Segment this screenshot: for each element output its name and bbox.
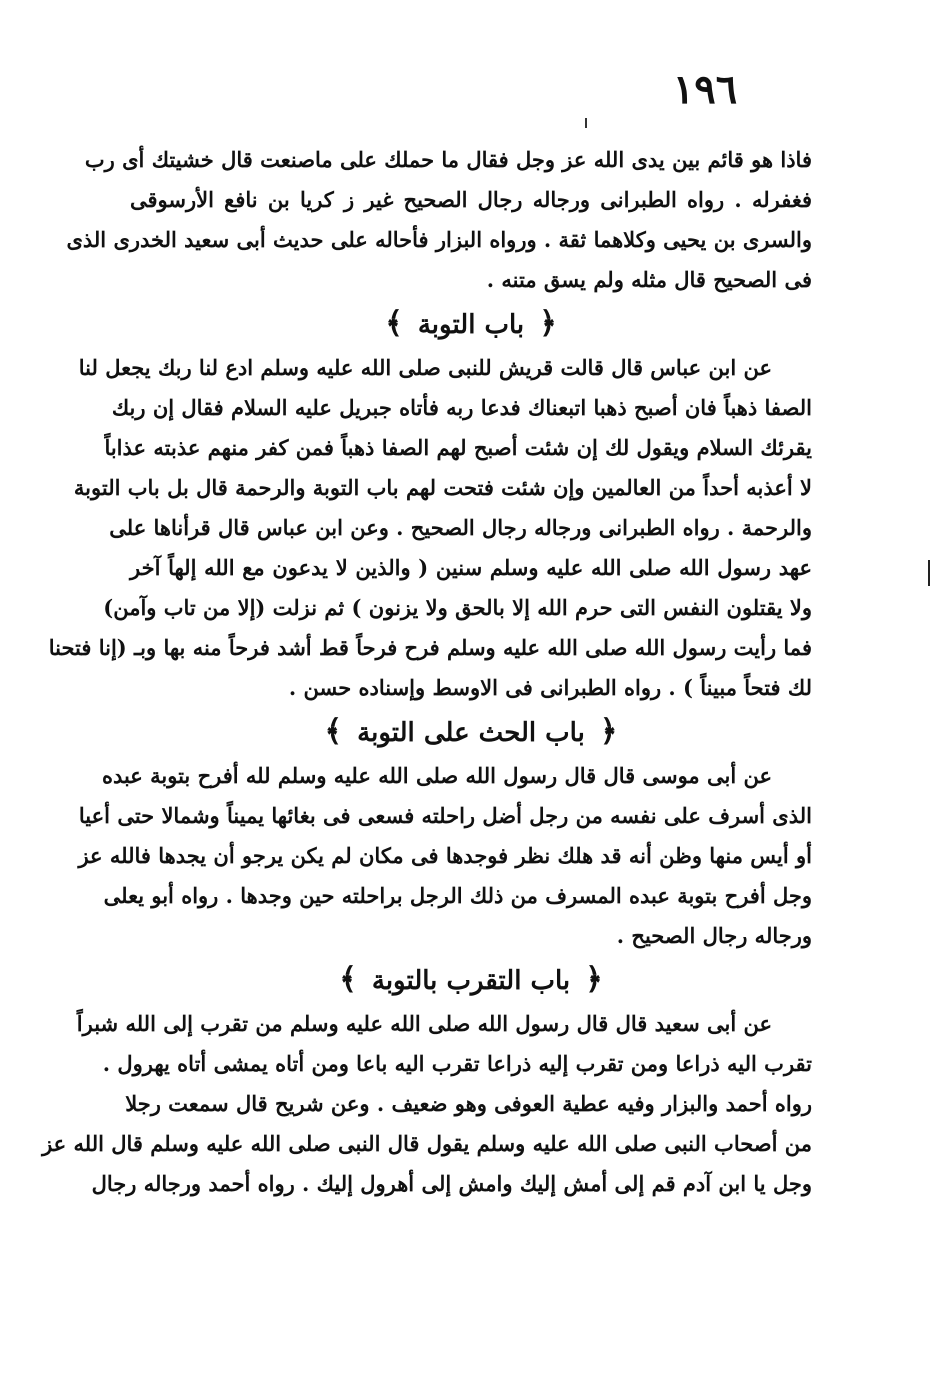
heading-text: باب التوبة xyxy=(417,310,525,340)
ornate-bracket-close: ﴾ xyxy=(339,962,357,997)
heading-text: باب الحث على التوبة xyxy=(357,718,585,748)
text-line: فاذا هو قائم بين يدى الله عز وجل فقال ما حملك على ماصنعت قال خشيتك أى رب xyxy=(84,147,812,172)
text-line: فغفرله . رواه الطبرانى ورجاله رجال الصحيح غير ز كريا بن نافع الأرسوقى xyxy=(130,187,812,212)
section-heading-taqarrub xyxy=(130,956,812,1004)
text-line: فى الصحيح قال مثله ولم يسق متنه . xyxy=(486,267,812,292)
paragraph-tawba xyxy=(48,348,812,708)
text-line: الذى أسرف على نفسه من رجل أضل راحلته فسعى فى بغائها يميناً وشمالا حتى أعيا xyxy=(78,803,812,828)
text-line: وجل يا ابن آدم قم إلى أمش إليك وامش إلى أهرول إليك . رواه أحمد ورجاله رجال xyxy=(91,1171,812,1196)
ornate-bracket-close: ﴾ xyxy=(324,714,343,749)
text-line: ولا يقتلون النفس التى حرم الله إلا بالحق ولا يزنون ) ثم نزلت (إلا من تاب وآمن) xyxy=(103,595,812,620)
ornate-bracket-open: ﴿ xyxy=(539,306,557,341)
tick-mark xyxy=(585,118,587,128)
text-line: لا أعذبه أحداً من العالمين وإن شئت فتحت لهم باب التوبة والرحمة قال بل باب التوبة xyxy=(73,475,812,500)
text-line: رواه أحمد والبزار وفيه عطية العوفى وهو ضعيف . وعن شريح قال سمعت رجلا xyxy=(125,1091,812,1116)
page-number: ١٩٦ xyxy=(672,66,738,113)
paragraph-hath xyxy=(78,756,812,956)
text-line: يقرئك السلام ويقول لك إن شئت أصبح لهم الصفا ذهباً فمن كفر منهم عذبته عذاباً xyxy=(104,435,812,460)
ornate-bracket-open: ﴿ xyxy=(585,962,603,997)
text-line: من أصحاب النبى صلى الله عليه وسلم يقول قال النبى صلى الله عليه وسلم قال الله عز xyxy=(42,1131,812,1156)
text-line: عن ابن عباس قال قالت قريش للنبى صلى الله عليه وسلم ادع لنا ربك يجعل لنا xyxy=(78,355,772,380)
text-line: لك فتحاً مبيناً ) . رواه الطبرانى فى الاوسط وإسناده حسن . xyxy=(288,675,812,700)
margin-mark xyxy=(928,560,930,586)
ornate-bracket-close: ﴾ xyxy=(385,306,403,341)
text-line: وجل أفرح بتوبة عبده المسرف من ذلك الرجل براحلته حين وجدها . رواه أبو يعلى xyxy=(103,883,812,908)
text-line: عهد رسول الله صلى الله عليه وسلم سنين ( والذين لا يدعون مع الله إلهاً آخر xyxy=(130,555,812,580)
section-heading-tawba xyxy=(130,300,812,348)
paragraph-continuation xyxy=(66,140,812,300)
text-line: ورجاله رجال الصحيح . xyxy=(616,923,812,948)
section-heading-hath xyxy=(130,708,812,756)
text-line: تقرب اليه ذراعا ومن تقرب إليه ذراعا تقرب اليه باعا ومن أتاه يمشى أتاه يهرول . xyxy=(102,1051,812,1076)
text-line: عن أبى سعيد قال قال رسول الله صلى الله عليه وسلم من تقرب إلى الله شبراً xyxy=(76,1011,772,1036)
text-column xyxy=(42,140,812,1204)
text-line: والرحمة . رواه الطبرانى ورجاله رجال الصحيح . وعن ابن عباس قال قرأناها على xyxy=(109,515,812,540)
text-line: أو أيس منها وظن أنه قد هلك نظر فوجدها فى مكان لم يكن يرجو أن يجدها فالله عز xyxy=(78,843,812,868)
paragraph-taqarrub xyxy=(42,1004,812,1204)
heading-text: باب التقرب بالتوبة xyxy=(371,966,571,996)
text-line: عن أبى موسى قال قال رسول الله صلى الله عليه وسلم لله أفرح بتوبة عبده xyxy=(101,763,772,788)
text-line: الصفا ذهباً فان أصبح ذهبا اتبعناك فدعا ربه فأتاه جبريل عليه السلام فقال إن ربك xyxy=(111,395,812,420)
ornate-bracket-open: ﴿ xyxy=(599,714,618,749)
text-line: والسرى بن يحيى وكلاهما ثقة . ورواه البزار فأحاله على حديث أبى سعيد الخدرى الذى xyxy=(66,227,812,252)
text-line: فما رأيت رسول الله صلى الله عليه وسلم فرح فرحاً قط أشد فرحاً منه بها وبـ (إنا فتحنا xyxy=(48,635,812,660)
